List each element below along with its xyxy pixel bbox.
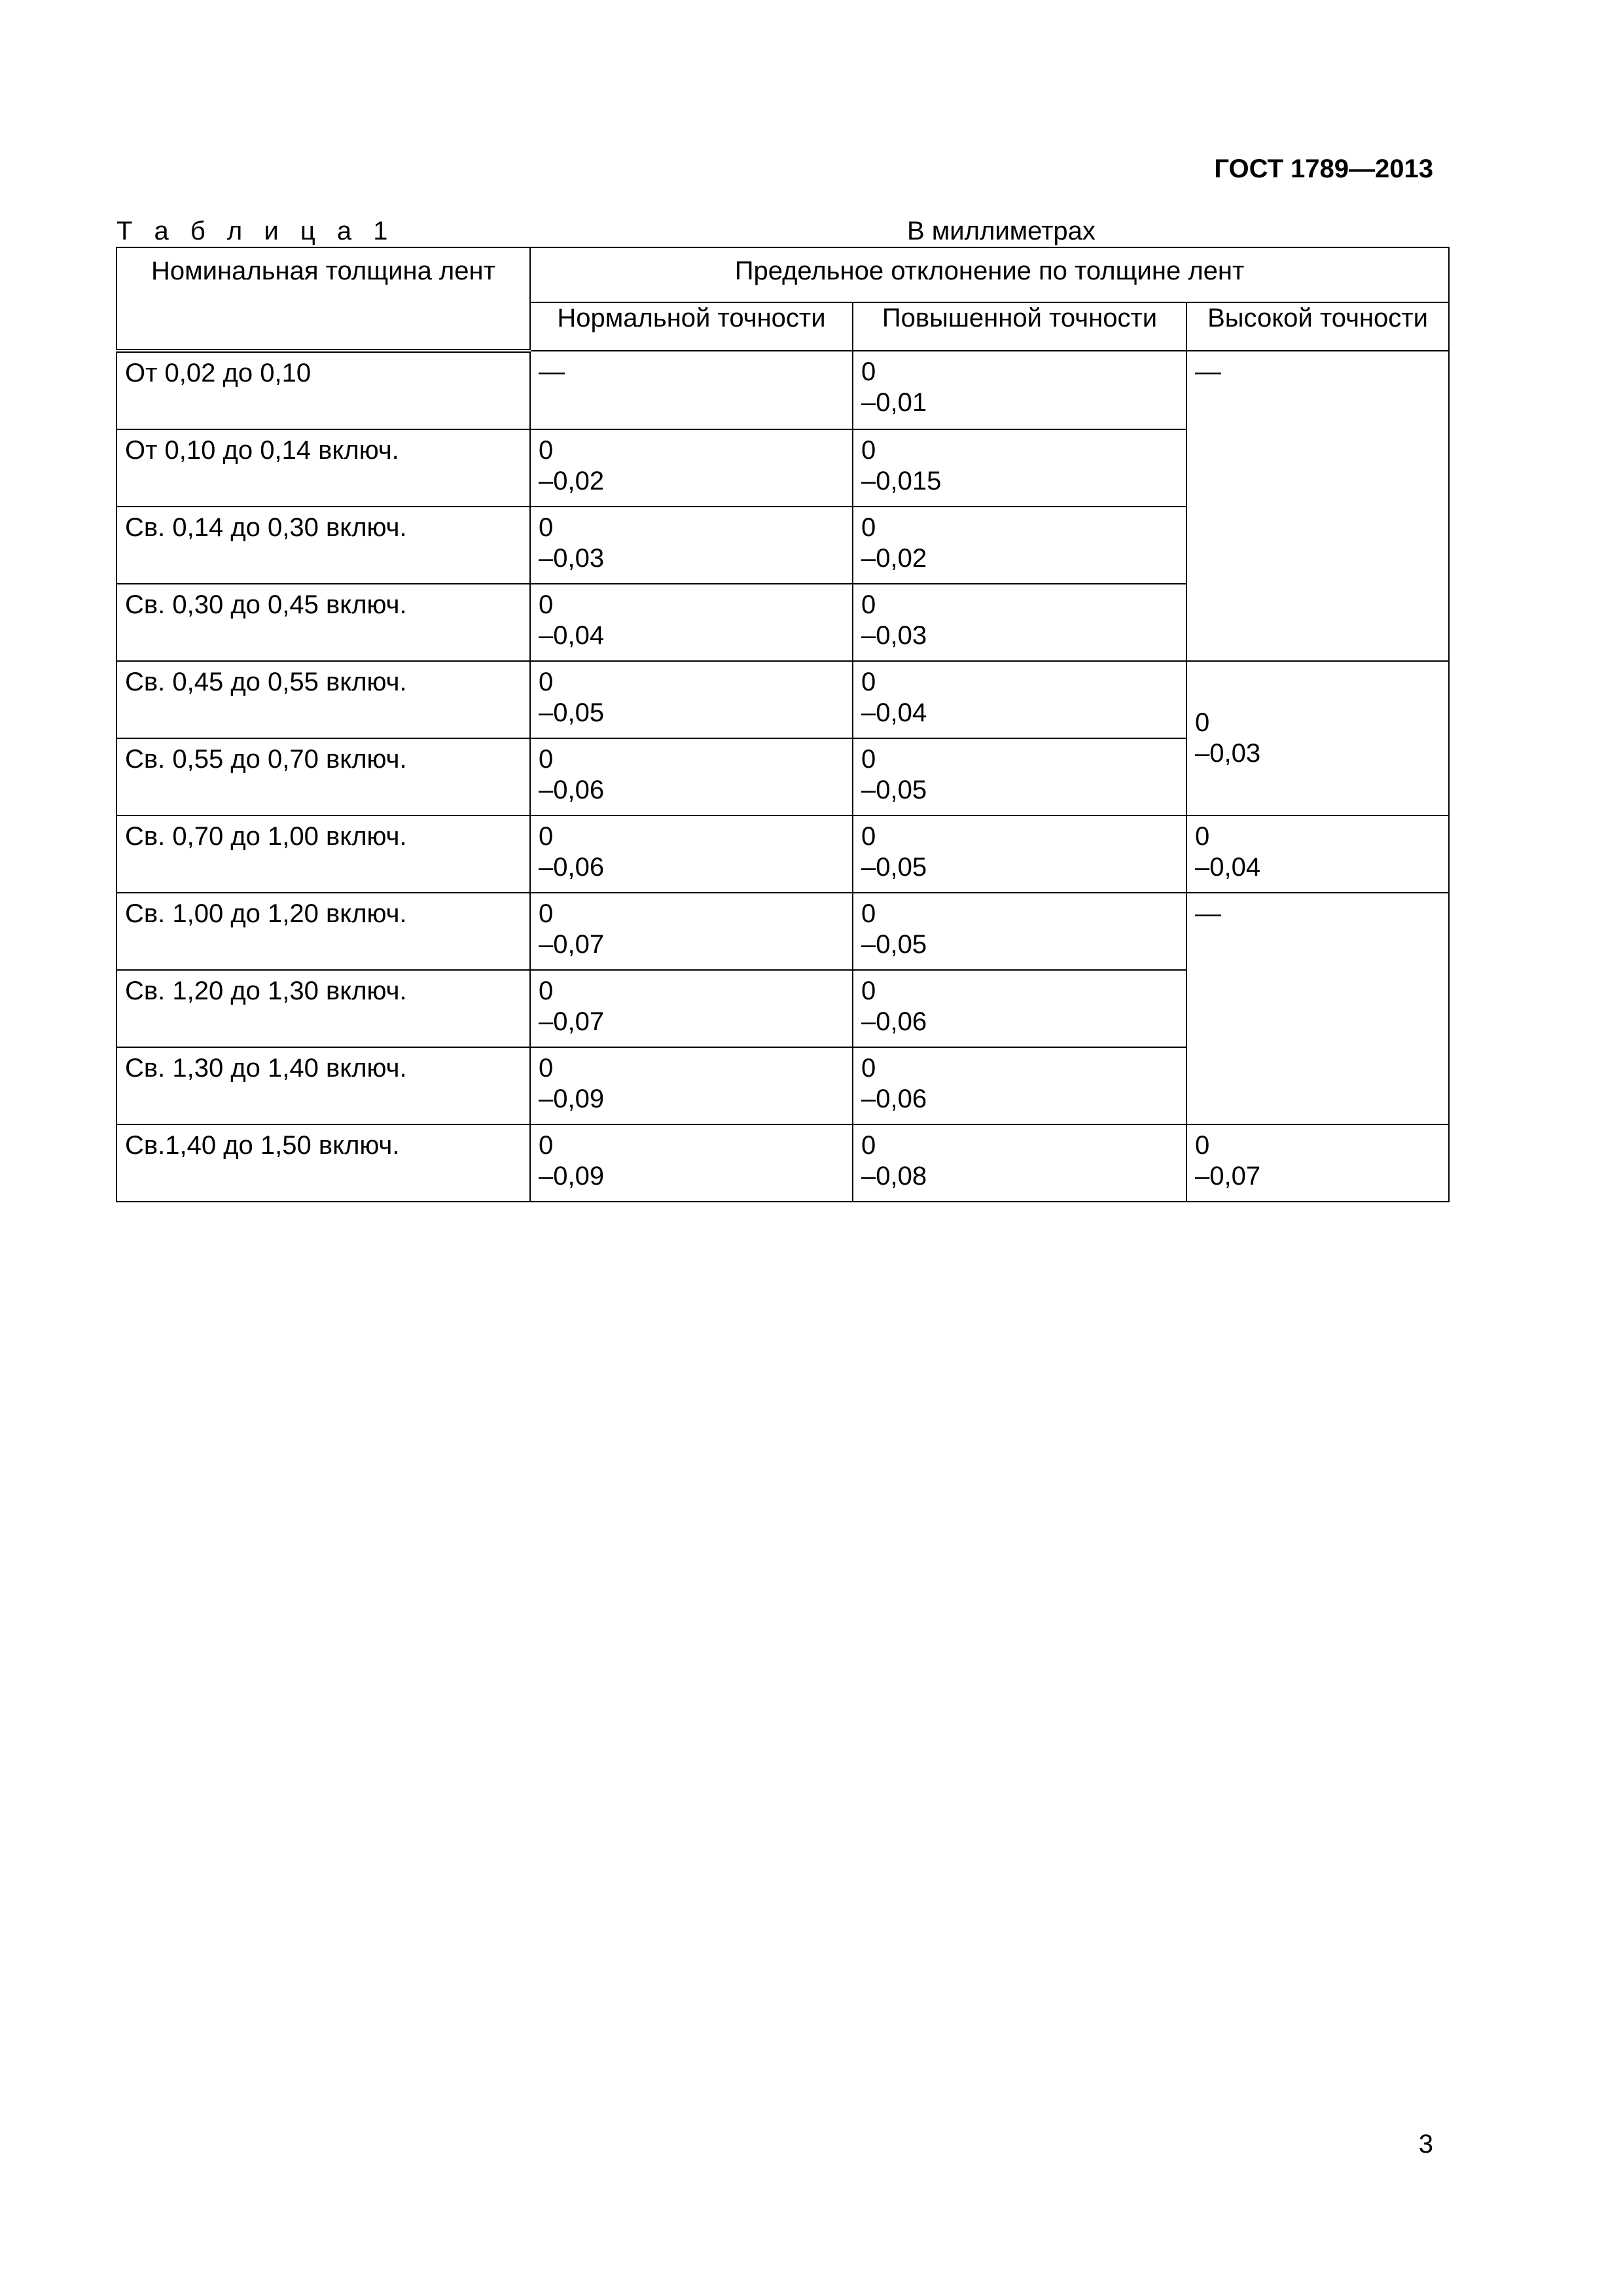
thickness-cell: Св. 0,45 до 0,55 включ. xyxy=(116,661,530,738)
increased-accuracy-cell: 0 –0,06 xyxy=(853,1047,1186,1124)
normal-accuracy-cell: 0 –0,04 xyxy=(530,584,853,661)
thickness-cell: Св. 0,30 до 0,45 включ. xyxy=(116,584,530,661)
page-number: 3 xyxy=(1418,2130,1433,2159)
thickness-cell: Св. 0,70 до 1,00 включ. xyxy=(116,816,530,893)
normal-accuracy-cell: 0 –0,02 xyxy=(530,429,853,507)
normal-accuracy-cell: 0 –0,06 xyxy=(530,816,853,893)
increased-accuracy-cell: 0 –0,01 xyxy=(853,351,1186,429)
column-header-increased-accuracy: Повышенной точности xyxy=(853,302,1186,351)
column-header-high-accuracy: Высокой точности xyxy=(1186,302,1449,351)
table-row xyxy=(116,351,1449,429)
increased-accuracy-cell: 0 –0,06 xyxy=(853,970,1186,1047)
document-code: ГОСТ 1789—2013 xyxy=(1214,154,1433,183)
increased-accuracy-cell: 0 –0,05 xyxy=(853,893,1186,970)
increased-accuracy-cell: 0 –0,05 xyxy=(853,816,1186,893)
normal-accuracy-cell: 0 –0,07 xyxy=(530,970,853,1047)
normal-accuracy-cell: 0 –0,06 xyxy=(530,738,853,816)
thickness-cell: Св. 1,30 до 1,40 включ. xyxy=(116,1047,530,1124)
normal-accuracy-cell: — xyxy=(530,351,853,429)
increased-accuracy-cell: 0 –0,02 xyxy=(853,507,1186,584)
thickness-cell: Св.1,40 до 1,50 включ. xyxy=(116,1124,530,1202)
increased-accuracy-cell: 0 –0,08 xyxy=(853,1124,1186,1202)
normal-accuracy-cell: 0 –0,03 xyxy=(530,507,853,584)
high-accuracy-cell: 0 –0,07 xyxy=(1186,1124,1449,1202)
increased-accuracy-cell: 0 –0,04 xyxy=(853,661,1186,738)
increased-accuracy-cell: 0 –0,015 xyxy=(853,429,1186,507)
table-row xyxy=(116,1124,1449,1202)
normal-accuracy-cell: 0 –0,09 xyxy=(530,1047,853,1124)
normal-accuracy-cell: 0 –0,07 xyxy=(530,893,853,970)
column-header-normal-accuracy: Нормальной точности xyxy=(530,302,853,351)
table-units-note: В миллиметрах xyxy=(907,217,1096,245)
column-header-nominal-thickness: Номинальная толщина лент xyxy=(116,247,530,351)
high-accuracy-cell: — xyxy=(1186,351,1449,661)
increased-accuracy-cell: 0 –0,05 xyxy=(853,738,1186,816)
tolerance-table xyxy=(116,247,1450,1202)
thickness-cell: От 0,10 до 0,14 включ. xyxy=(116,429,530,507)
thickness-cell: Св. 0,55 до 0,70 включ. xyxy=(116,738,530,816)
normal-accuracy-cell: 0 –0,09 xyxy=(530,1124,853,1202)
high-accuracy-cell: 0 –0,03 xyxy=(1186,661,1449,816)
table-row xyxy=(116,893,1449,970)
thickness-cell: Св. 1,20 до 1,30 включ. xyxy=(116,970,530,1047)
thickness-cell: Св. 1,00 до 1,20 включ. xyxy=(116,893,530,970)
thickness-cell: Св. 0,14 до 0,30 включ. xyxy=(116,507,530,584)
thickness-cell: От 0,02 до 0,10 xyxy=(116,351,530,429)
high-accuracy-cell: — xyxy=(1186,893,1449,1124)
high-accuracy-cell: 0 –0,04 xyxy=(1186,816,1449,893)
normal-accuracy-cell: 0 –0,05 xyxy=(530,661,853,738)
increased-accuracy-cell: 0 –0,03 xyxy=(853,584,1186,661)
table-row xyxy=(116,661,1449,738)
table-row xyxy=(116,816,1449,893)
table-caption: Т а б л и ц а 1 xyxy=(116,217,395,245)
column-header-deviation-group: Предельное отклонение по толщине лент xyxy=(530,247,1449,302)
